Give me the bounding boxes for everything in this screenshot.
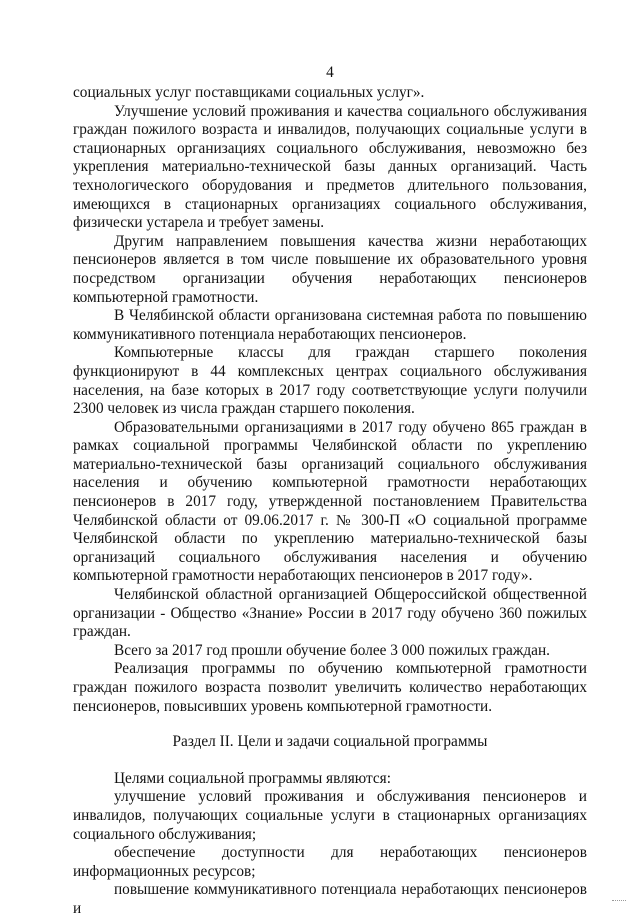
paragraph-educational-organizations: Образовательными организациями в 2017 году обучено 865 граждан в рамках социальной программы Челябинской области по укреплению материально-технической базы организаций социального обслуживания населения и обучению компьютерной грамотности неработающих пенсионеров в 2017 году, утвержденной постановлением Правительства Челябинской области от 09.06.2017 г. № 300-П «О социальной программе Челябинской области по укреплению материально-технической базы организаций социального обслуживания населения и обучению компьютерной грамотности неработающих пенсионеров в 2017 году». [73, 418, 587, 585]
goal-item-information-access: обеспечение доступности для неработающих пенсионеров информационных ресурсов; [73, 844, 587, 880]
document-page [73, 64, 587, 919]
paragraph-total-trained: Всего за 2017 год прошли обучение более 3 000 пожилых граждан. [114, 641, 550, 659]
paragraph-living-conditions: Улучшение условий проживания и качества социального обслуживания граждан пожилого возраста и инвалидов, получающих социальные услуги в стационарных организациях социального обслуживания, невозможно без укрепления материально-технической базы данных организаций. Часть технологического оборудования и предметов длительного пользования, имеющихся в стационарных организациях социального обслуживания, физически устарела и требует замены. [73, 102, 587, 232]
paragraph-program-implementation: Реализация программы по обучению компьютерной грамотности граждан пожилого возраста позволит увеличить количество неработающих пенсионеров, повысивших уровень компьютерной грамотности. [73, 660, 587, 715]
goal-item-living-conditions: улучшение условий проживания и обслуживания пенсионеров и инвалидов, получающих социальные услуги в стационарных организациях социального обслуживания; [73, 788, 587, 843]
paragraph-znanie-society: Челябинской областной организацией Общероссийской общественной организации - Общество «Знание» России в 2017 году обучено 360 пожилых граждан. [73, 586, 587, 641]
paragraph-continuation: социальных услуг поставщиками социальных услуг». [73, 84, 425, 101]
goal-item-communication: повышение коммуникативного потенциала неработающих пенсионеров и [73, 881, 587, 917]
paragraph-education-direction: Другим направлением повышения качества жизни неработающих пенсионеров является в том числе повышение их образовательного уровня посредством организации обучения неработающих пенсионеров компьютерной грамотности. [73, 232, 587, 306]
section-title: Раздел II. Цели и задачи социальной программы [172, 733, 488, 751]
corner-mark [612, 898, 626, 901]
goals-intro: Целями социальной программы являются: [114, 769, 391, 787]
paragraph-chelyabinsk-work: В Челябинской области организована системная работа по повышению коммуникативного потенциала неработающих пенсионеров. [73, 307, 587, 343]
paragraph-computer-classes: Компьютерные классы для граждан старшего поколения функционируют в 44 комплексных центрах социального обслуживания населения, на базе которых в 2017 году соответствующие услуги получили 2300 человек из числа граждан старшего поколения. [73, 344, 587, 418]
page-number: 4 [326, 64, 334, 81]
